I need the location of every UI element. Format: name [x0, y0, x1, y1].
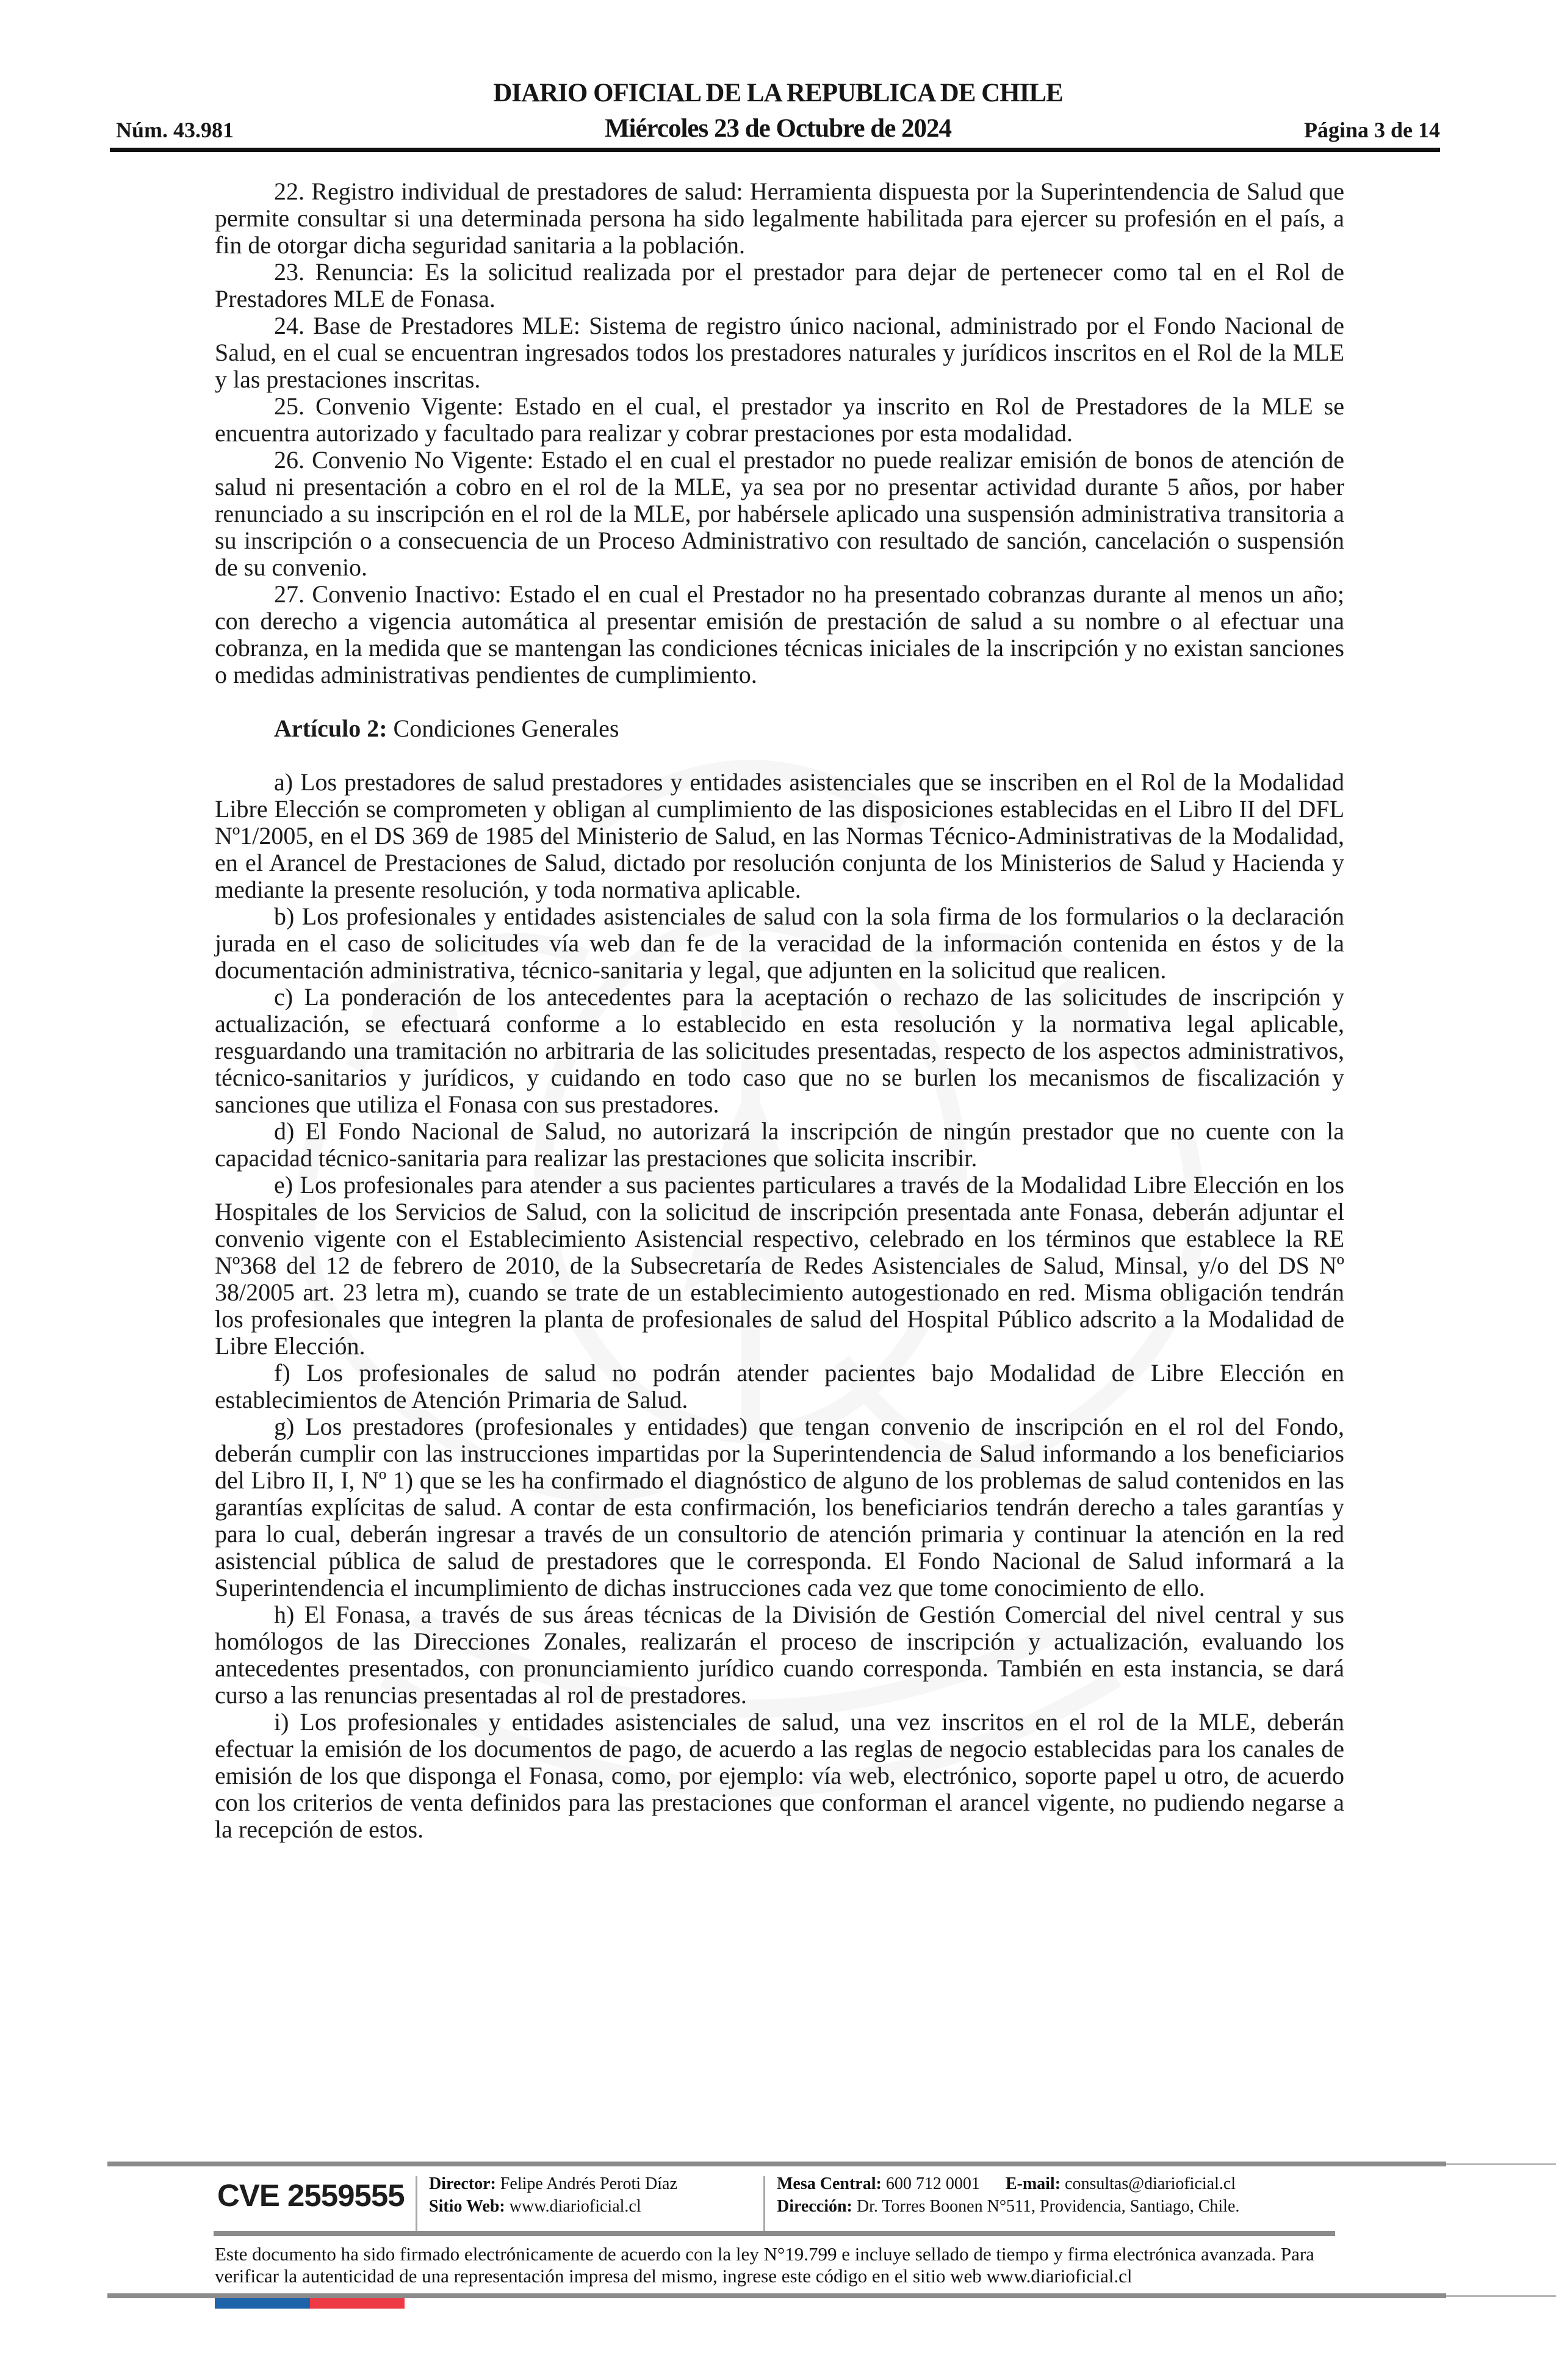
- definition-paragraph: 27. Convenio Inactivo: Estado el en cual el Prestador no ha presentado cobranzas durante al menos un año; con derecho a vigencia automática al presentar emisión de prestación de salud a su nombre o al efectuar una cobranza, en la medida que se mantengan las condiciones técnicas iniciales de la inscripción y no existan sanciones o medidas administrativas pendientes de cumplimiento.: [215, 580, 1344, 688]
- mesa-central-value: 600 712 0001: [881, 2174, 980, 2193]
- direccion-value: Dr. Torres Boonen N°511, Providencia, Santiago, Chile.: [852, 2197, 1240, 2216]
- clause-paragraph: f) Los profesionales de salud no podrán atender pacientes bajo Modalidad de Libre Elección en establecimientos de Atención Primaria de Salud.: [215, 1359, 1344, 1413]
- definition-paragraph: 25. Convenio Vigente: Estado en el cual, el prestador ya inscrito en Rol de Prestadores de la MLE se encuentra autorizado y facultado para realizar y cobrar prestaciones por esta modalidad.: [215, 392, 1344, 447]
- clause-paragraph: d) El Fondo Nacional de Salud, no autorizará la inscripción de ningún prestador que no cuente con la capacidad técnico-sanitaria para realizar las prestaciones que solicita inscribir.: [215, 1117, 1344, 1172]
- sitio-web-value: www.diarioficial.cl: [505, 2197, 641, 2216]
- cve-code: CVE 2559555: [217, 2178, 405, 2213]
- header-title: DIARIO OFICIAL DE LA REPUBLICA DE CHILE: [493, 79, 1063, 107]
- clauses-list: [215, 769, 1344, 1843]
- clause-paragraph: h) El Fonasa, a través de sus áreas técnicas de la División de Gestión Comercial del nivel central y sus homólogos de las Direcciones Zonales, realizarán el proceso de inscripción y actualización, evaluando los antecedentes presentados, con pronunciamiento jurídico cuando corresponda. También en esta instancia, se dará curso a las renuncias presentadas al rol de prestadores.: [215, 1601, 1344, 1709]
- chile-flag-mark: [215, 2298, 405, 2309]
- flag-blue-block: [215, 2298, 310, 2309]
- clause-paragraph: a) Los prestadores de salud prestadores y entidades asistenciales que se inscriben en el Rol de la Modalidad Libre Elección se comprometen y obligan al cumplimiento de las disposiciones establecidas en el Libro II del DFL Nº1/2005, en el DS 369 de 1985 del Ministerio de Salud, en las Normas Técnico-Administrativas de la Modalidad, en el Arancel de Prestaciones de Salud, dictado por resolución conjunta de los Ministerios de Salud y Hacienda y mediante la presente resolución, y toda normativa aplicable.: [215, 768, 1344, 903]
- footer-direccion-line: [777, 2195, 1344, 2218]
- email-label: E-mail:: [1005, 2174, 1061, 2193]
- header-rule: [110, 148, 1440, 152]
- footer-top-rule: [107, 2162, 1446, 2166]
- definition-paragraph: 22. Registro individual de prestadores de salud: Herramienta dispuesta por la Superintendencia de Salud que permite consultar si una determinada persona ha sido legalmente habilitada para ejercer su profesión en el país, a fin de otorgar dicha seguridad sanitaria a la población.: [215, 178, 1344, 259]
- definitions-list: [215, 178, 1344, 688]
- sitio-web-label: Sitio Web:: [429, 2197, 505, 2216]
- mesa-central-label: Mesa Central:: [777, 2174, 882, 2193]
- signature-disclaimer: Este documento ha sido firmado electrónicamente de acuerdo con la ley N°19.799 e incluye sellado de tiempo y firma electrónica avanzada. Para verificar la autenticidad de una representación impresa del mismo, ingrese este código en el sitio web www.diarioficial.cl: [215, 2243, 1314, 2287]
- footer-director-line: [429, 2173, 758, 2195]
- clause-paragraph: e) Los profesionales para atender a sus pacientes particulares a través de la Modalidad Libre Elección en los Hospitales de los Servicios de Salud, con la solicitud de inscripción presentada ante Fonasa, deberán adjuntar el convenio vigente con el Establecimiento Asistencial respectivo, celebrado en los términos que establece la RE Nº368 del 12 de febrero de 2010, de la Subsecretaría de Redes Asistenciales de Salud, Minsal, y/o del DS Nº 38/2005 art. 23 letra m), cuando se trate de un establecimiento autogestionado en red. Misma obligación tendrán los profesionales que integren la planta de profesionales de salud del Hospital Público adscrito a la Modalidad de Libre Elección.: [215, 1171, 1344, 1360]
- document-body: [215, 178, 1344, 1843]
- article-2-heading: [215, 715, 1344, 742]
- email-value: consultas@diarioficial.cl: [1061, 2174, 1236, 2193]
- footer-contact-column: [777, 2173, 1344, 2218]
- footer-top-rule-extension: [1446, 2163, 1556, 2165]
- footer-bottom-rule: [107, 2293, 1446, 2298]
- footer-mesa-email-line: [777, 2173, 1344, 2195]
- header-date: Miércoles 23 de Octubre de 2024: [604, 114, 952, 143]
- director-value: Felipe Andrés Peroti Díaz: [495, 2174, 677, 2193]
- definition-paragraph: 24. Base de Prestadores MLE: Sistema de registro único nacional, administrado por el Fondo Nacional de Salud, en el cual se encuentran ingresados todos los prestadores naturales y jurídicos inscritos en el Rol de la MLE y las prestaciones inscritas.: [215, 312, 1344, 393]
- footer-divider-1: [416, 2176, 417, 2231]
- footer-director-column: [429, 2173, 758, 2218]
- footer-sitio-line: [429, 2195, 758, 2218]
- clause-paragraph: g) Los prestadores (profesionales y entidades) que tengan convenio de inscripción en el rol del Fondo, deberán cumplir con las instrucciones impartidas por la Superintendencia de Salud informando a los beneficiarios del Libro II, I, Nº 1) que se les ha confirmado el diagnóstico de alguno de los problemas de salud contenidos en las garantías explícitas de salud. A contar de esta confirmación, los beneficiarios tendrán derecho a tales garantías y para lo cual, deberán ingresar a través de un consultorio de atención primaria y continuar la atención en la red asistencial pública de salud de prestadores que le corresponda. El Fondo Nacional de Salud informará a la Superintendencia el incumplimiento de dichas instrucciones cada vez que tome conocimiento de ello.: [215, 1413, 1344, 1601]
- director-label: Director:: [429, 2174, 496, 2193]
- article-2-label: Artículo 2:: [274, 715, 387, 742]
- footer-bottom-rule-extension: [1446, 2295, 1556, 2297]
- flag-red-block: [310, 2298, 405, 2309]
- footer-middle-rule: [214, 2231, 1335, 2236]
- direccion-label: Dirección:: [777, 2197, 852, 2216]
- header-issue-number: Núm. 43.981: [116, 118, 234, 142]
- footer-divider-2: [763, 2176, 765, 2231]
- clause-paragraph: c) La ponderación de los antecedentes para la aceptación o rechazo de las solicitudes de inscripción y actualización, se efectuará conforme a lo establecido en esta resolución y la normativa legal aplicable, resguardando una tramitación no arbitraria de las solicitudes presentadas, respecto de los aspectos administrativos, técnico-sanitarios y jurídicos, y cuidando en todo caso que no se burlen los mecanismos de fiscalización y sanciones que utiliza el Fonasa con sus prestadores.: [215, 983, 1344, 1118]
- clause-paragraph: i) Los profesionales y entidades asistenciales de salud, una vez inscritos en el rol de la MLE, deberán efectuar la emisión de los documentos de pago, de acuerdo a las reglas de negocio establecidas para los canales de emisión de los que disponga el Fonasa, como, por ejemplo: vía web, electrónico, soporte papel u otro, de acuerdo con los criterios de venta definidos para las prestaciones que conforman el arancel vigente, no pudiendo negarse a la recepción de estos.: [215, 1708, 1344, 1843]
- clause-paragraph: b) Los profesionales y entidades asistenciales de salud con la sola firma de los formularios o la declaración jurada en el caso de solicitudes vía web dan fe de la veracidad de la información contenida en éstos y de la documentación administrativa, técnico-sanitaria y legal, que adjunten en la solicitud que realicen.: [215, 903, 1344, 984]
- header-page-indicator: Página 3 de 14: [1303, 118, 1440, 142]
- definition-paragraph: 26. Convenio No Vigente: Estado el en cual el prestador no puede realizar emisión de bonos de atención de salud ni presentación a cobro en el rol de la MLE, ya sea por no presentar actividad durante 5 años, por haber renunciado a su inscripción en el rol de la MLE, por habérsele aplicado una suspensión administrativa transitoria a su inscripción o a consecuencia de un Proceso Administrativo con resultado de sanción, cancelación o suspensión de su convenio.: [215, 446, 1344, 581]
- article-2-title: Condiciones Generales: [387, 715, 619, 742]
- definition-paragraph: 23. Renuncia: Es la solicitud realizada por el prestador para dejar de pertenecer como tal en el Rol de Prestadores MLE de Fonasa.: [215, 258, 1344, 312]
